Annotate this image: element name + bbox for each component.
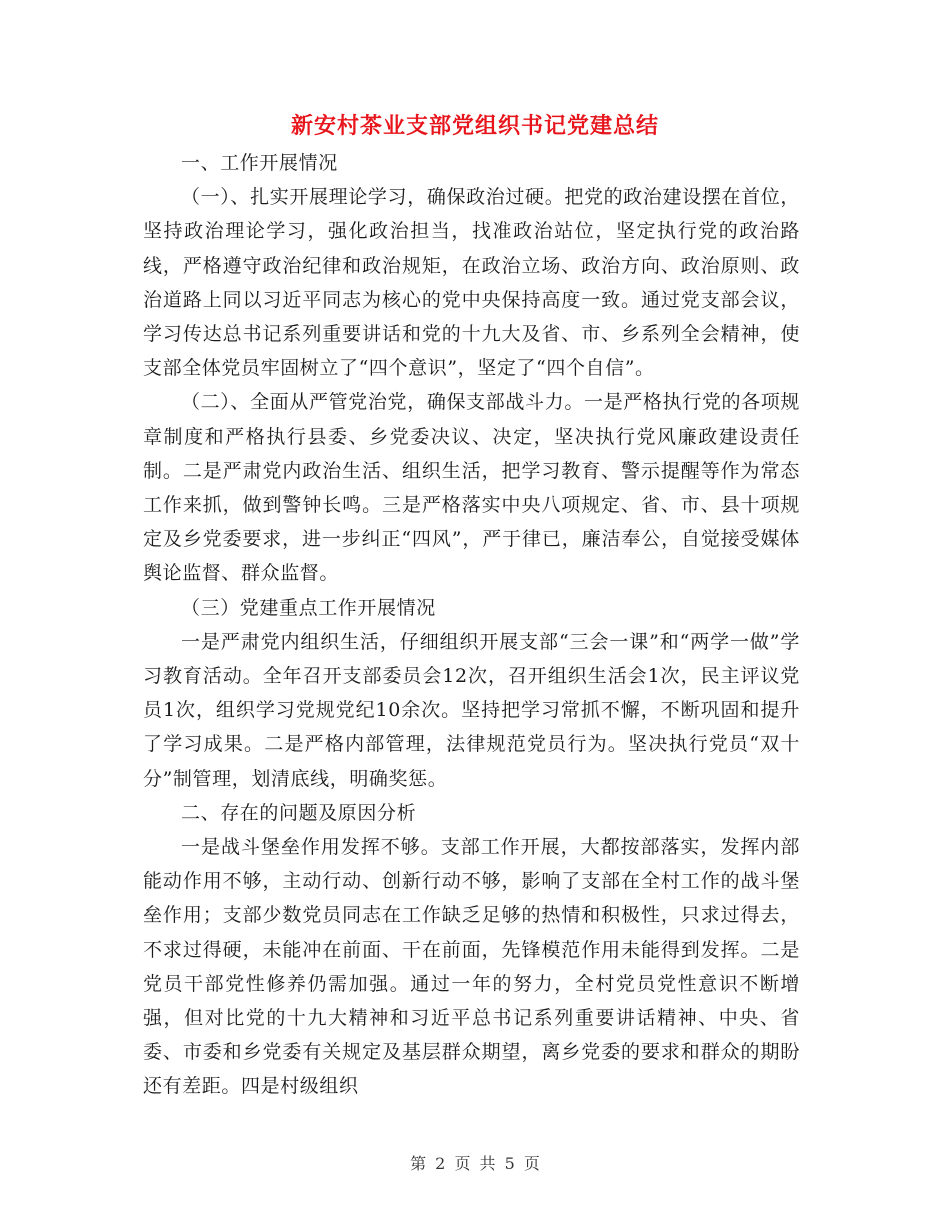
section-heading: 一、工作开展情况 bbox=[181, 152, 338, 174]
document-body bbox=[143, 146, 800, 1104]
paragraph: （二）、全面从严管党治党，确保支部战斗力。一是严格执行党的各项规章制度和严格执行县委、乡党委决议、决定，坚决执行党风廉政建设责任制。二是严肃党内政治生活、组织生活，把学习教育、警示提醒等作为常态工作来抓，做到警钟长鸣。三是严格落实中央八项规定、省、市、县十项规定及乡党委要求，进一步纠正“四风”，严于律已，廉洁奉公，自觉接受媒体舆论监督、群众监督。 bbox=[143, 391, 800, 585]
page-number-footer: 第 2 页 共 5 页 bbox=[410, 1154, 540, 1173]
paragraph: 一是战斗堡垒作用发挥不够。支部工作开展，大都按部落实，发挥内部能动作用不够，主动行动、创新行动不够，影响了支部在全村工作的战斗堡垒作用；支部少数党员同志在工作缺乏足够的热情和积极性，只求过得去，不求过得硬，未能冲在前面、干在前面，先锋模范作用未能得到发挥。二是党员干部党性修养仍需加强。通过一年的努力，全村党员党性意识不断增强，但对比党的十九大精神和习近平总书记系列重要讲话精神、中央、省委、市委和乡党委有关规定及基层群众期望，离乡党委的要求和群众的期盼还有差距。四是村级组织 bbox=[143, 836, 800, 1098]
paragraph: （一）、扎实开展理论学习，确保政治过硬。把党的政治建设摆在首位，坚持政治理论学习，强化政治担当，找准政治站位，坚定执行党的政治路线，严格遵守政治纪律和政治规矩，在政治立场、政治方向、政治原则、政治道路上同以习近平同志为核心的党中央保持高度一致。通过党支部会议，学习传达总书记系列重要讲话和党的十九大及省、市、乡系列全会精神，使支部全体党员牢固树立了“四个意识”，坚定了“四个自信”。 bbox=[143, 186, 800, 380]
paragraph: 一是严肃党内组织生活，仔细组织开展支部“三会一课”和“两学一做”学习教育活动。全年召开支部委员会12次，召开组织生活会1次，民主评议党员1次，组织学习党规党纪10余次。坚持把学习常抓不懈，不断巩固和提升了学习成果。二是严格内部管理，法律规范党员行为。坚决执行党员“双十分”制管理，划清底线，明确奖惩。 bbox=[143, 630, 800, 790]
section-heading: （三）党建重点工作开展情况 bbox=[181, 596, 436, 619]
document-title: 新安村茶业支部党组织书记党建总结 bbox=[290, 113, 659, 139]
section-heading: 二、存在的问题及原因分析 bbox=[181, 801, 417, 824]
